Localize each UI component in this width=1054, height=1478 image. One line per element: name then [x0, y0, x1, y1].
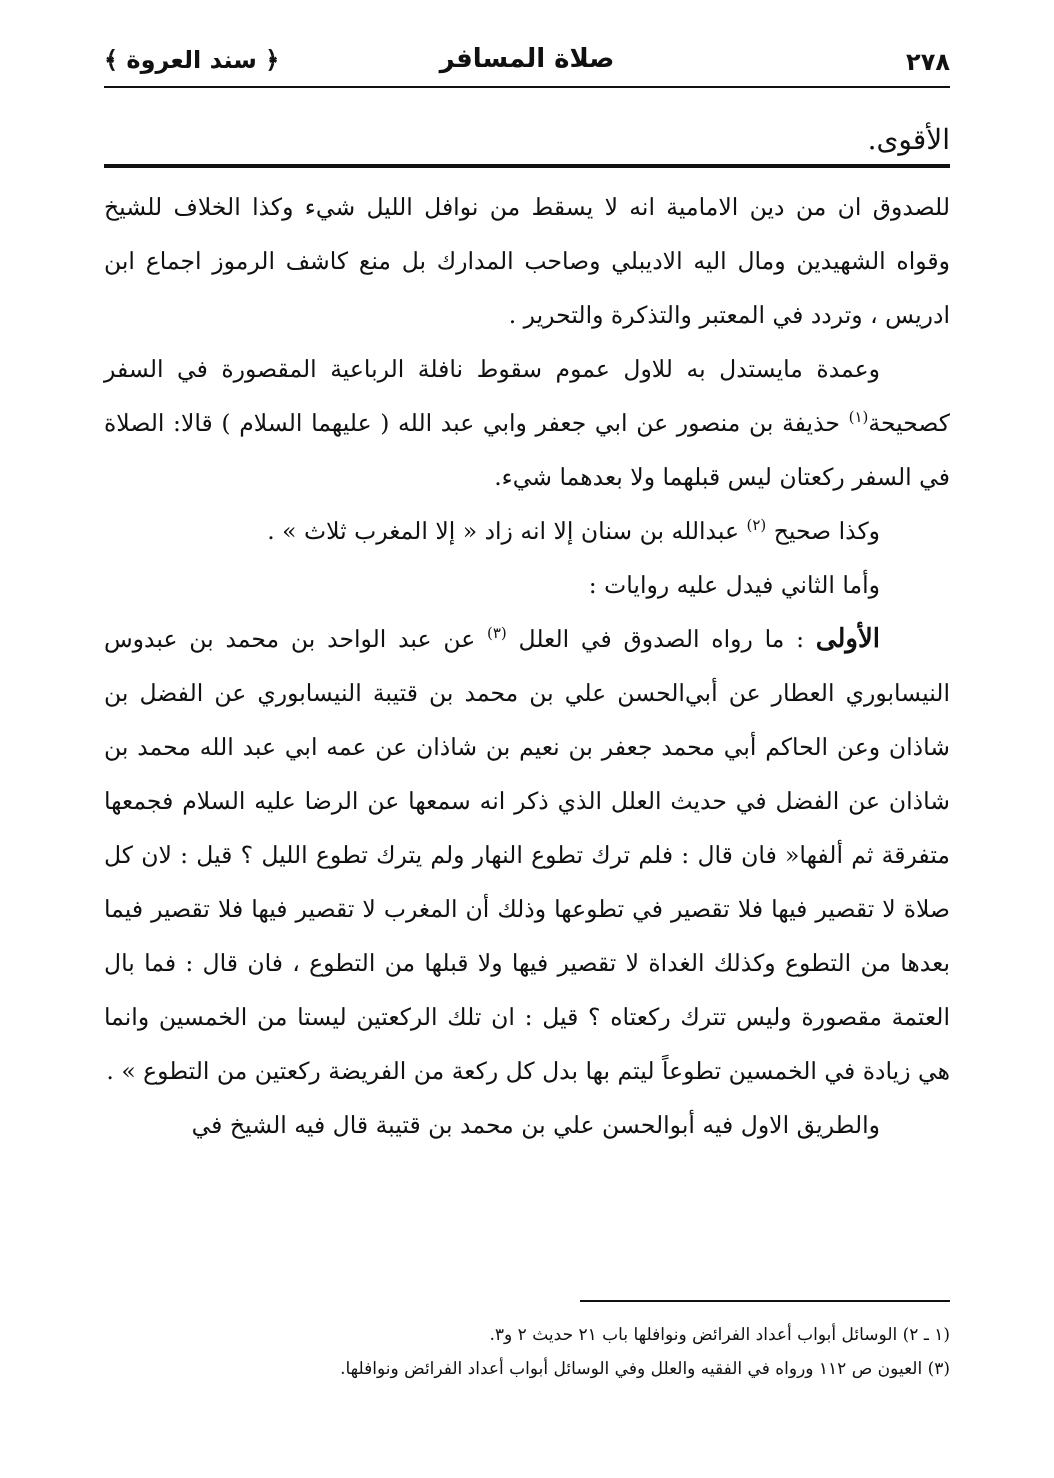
paragraph-text: عن عبد الواحد بن محمد بن عبدوس النيسابوري العطار عن أبي‌الحسن علي بن محمد بن قتيبة النيسابوري عن الفضل بن شاذان وعن الحاكم أبي محمد جعفر بن نعيم بن شاذان عن عمه ابي عبد الله محمد بن شاذان عن الفضل في حديث العلل الذي ذكر انه سمعها عن الرضا عليه السلام فجمعها متفرقة ثم ألفها« فان قال : فلم ترك تطوع النهار ولم يترك تطوع الليل ؟ قيل : لان كل صلاة لا تقصير فيها فلا تقصير في تطوعها وذلك أن المغرب لا تقصير فيها فلا تقصير فيما بعدها من التطوع وكذلك الغداة لا تقصير فيها ولا قبلها من التطوع ، فان قال : فما بال العتمة مقصورة وليس تترك ركعتاه ؟ قيل : ان تلك الركعتين ليستا من الخمسين وانما هي زيادة في الخمسين تطوعاً ليتم بها بدل كل ركعة من الفريضة ركعتين من التطوع » .	[104, 625, 950, 1085]
paragraph-text: للصدوق ان من دين الامامية انه لا يسقط من نوافل الليل شيء وكذا الخلاف للشيخ وقواه الشهيدين ومال اليه الاديبلي وصاحب المدارك بل منع كاشف الرموز اجماع ابن ادريس ، وتردد في المعتبر والتذكرة والتحرير .	[104, 193, 950, 329]
footnote-1: (١ ـ ٢) الوسائل أبواب أعداد الفرائض ونوافلها باب ٢١ حديث ٢ و٣.	[489, 1325, 950, 1345]
paragraph-text: حذيفة بن منصور عن ابي جعفر وابي عبد الله ( عليهما السلام ) قالا: الصلاة في السفر ركعتان ليس قبلهما ولا بعدهما شيء.	[104, 409, 950, 491]
continuation-text: الأقوى.	[867, 123, 950, 156]
page-header	[104, 44, 950, 88]
paragraph-text: وعمدة مايستدل به للاول عموم سقوط نافلة الرباعية المقصورة في السفر كصحيحة	[104, 355, 950, 437]
footnote-ref[interactable]: (١)	[848, 408, 869, 427]
paragraph-3	[104, 504, 950, 558]
paragraph-text: والطريق الاول فيه أبوالحسن علي بن محمد بن قتيبة قال فيه الشيخ في	[191, 1111, 880, 1139]
running-title: صلاة المسافر	[439, 44, 615, 74]
paragraph-4	[104, 558, 950, 612]
paragraph-2	[104, 342, 950, 504]
book-title: ﴿ سند العروة ﴾	[104, 46, 280, 74]
header-rule	[104, 86, 950, 88]
page-number: ٢٧٨	[906, 48, 950, 76]
paragraph-lead: الأولى	[815, 624, 880, 654]
footnote-2: (٣) العيون ص ١١٢ ورواه في الفقيه والعلل وفي الوسائل أبواب أعداد الفرائض ونوافلها.	[340, 1359, 950, 1379]
footnotes	[104, 1318, 950, 1386]
paragraph-1	[104, 180, 950, 342]
paragraph-text: عبدالله بن سنان إلا انه زاد « إلا المغرب ثلاث » .	[267, 517, 747, 545]
paragraph-6	[104, 1098, 950, 1152]
footnote-ref[interactable]: (٢)	[746, 516, 767, 535]
paragraph-text: وكذا صحيح	[766, 517, 880, 545]
footnote-rule	[580, 1300, 950, 1302]
continuation-divider	[104, 164, 950, 168]
paragraph-text: وأما الثاني فيدل عليه روايات :	[588, 571, 880, 599]
footnote-ref[interactable]: (٣)	[487, 624, 507, 643]
paragraph-5	[104, 612, 950, 1098]
main-text	[104, 180, 950, 1292]
paragraph-text: : ما رواه الصدوق في العلل	[506, 625, 816, 653]
